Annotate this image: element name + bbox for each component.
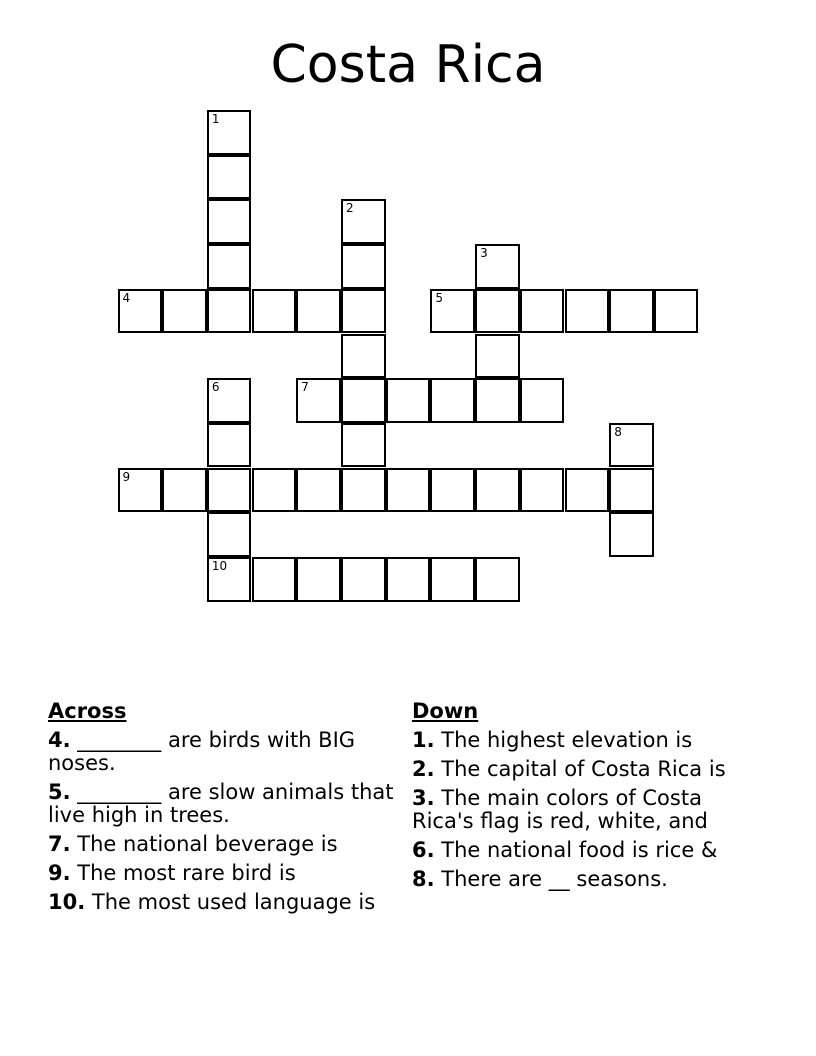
down-clue [412,729,762,752]
grid-cell[interactable] [252,557,297,602]
grid-cell[interactable] [520,289,565,334]
grid-cell[interactable] [296,557,341,602]
cell-number: 4 [122,290,131,305]
grid-cell[interactable] [207,110,252,155]
across-clues [48,700,398,920]
down-clue [412,868,762,891]
grid-cell[interactable] [207,289,252,334]
clue-text: The highest elevation is [434,728,693,752]
grid-cell[interactable] [520,378,565,423]
grid-cell[interactable] [475,468,520,513]
grid-cell[interactable] [430,468,475,513]
across-clue [48,729,398,775]
grid-cell[interactable] [252,289,297,334]
clue-text: The national beverage is [70,832,338,856]
clue-text: The national food is rice & [434,838,718,862]
grid-cell[interactable] [609,468,654,513]
clue-number: 7. [48,832,71,856]
down-clue [412,758,762,781]
grid-cell[interactable] [207,378,252,423]
grid-cell[interactable] [162,289,207,334]
cell-number: 7 [301,380,309,395]
grid-cell[interactable] [341,334,386,379]
clue-number: 1. [412,728,435,752]
grid-cell[interactable] [654,289,699,334]
across-clue [48,781,398,827]
grid-cell[interactable] [341,244,386,289]
grid-cell[interactable] [565,289,610,334]
clue-number: 3. [412,786,435,810]
grid-cell[interactable] [296,289,341,334]
down-heading: Down [412,699,479,723]
grid-cell[interactable] [296,468,341,513]
down-clues [412,700,762,897]
cell-number: 1 [211,112,220,126]
grid-cell[interactable] [520,468,565,513]
grid-cell[interactable] [296,378,341,423]
grid-cell[interactable] [341,199,386,244]
cell-number: 6 [211,380,220,395]
grid-cell[interactable] [162,468,207,513]
down-clue [412,839,762,862]
cell-number: 2 [346,201,354,216]
grid-cell[interactable] [430,557,475,602]
grid-cell[interactable] [341,289,386,334]
cell-number: 9 [122,469,131,484]
grid-cell[interactable] [565,468,610,513]
grid-cell[interactable] [341,557,386,602]
grid-cell[interactable] [475,289,520,334]
clue-number: 10. [48,890,86,914]
grid-cell[interactable] [430,289,475,334]
grid-cell[interactable] [207,155,252,200]
grid-cell[interactable] [475,557,520,602]
clue-text: There are __ seasons. [434,867,668,891]
grid-cell[interactable] [430,378,475,423]
grid-cell[interactable] [609,512,654,557]
clue-text: The main colors of Costa Rica's flag is red, white, and [412,786,708,833]
clue-text: ________ are birds with BIG noses. [48,728,356,775]
grid-cell[interactable] [386,557,431,602]
across-clue [48,833,398,856]
clue-number: 6. [412,838,435,862]
clue-number: 8. [412,867,435,891]
cell-number: 3 [480,246,488,261]
clue-number: 2. [412,757,435,781]
grid-cell[interactable] [475,244,520,289]
clue-text: The most rare bird is [70,861,296,885]
cell-number: 10 [211,559,228,573]
across-clue [48,891,398,914]
clue-number: 4. [48,728,71,752]
grid-cell[interactable] [341,423,386,468]
grid-cell[interactable] [207,423,252,468]
grid-cell[interactable] [386,468,431,513]
page-title: Costa Rica [270,35,546,95]
across-clue [48,862,398,885]
cell-number: 5 [435,290,444,305]
grid-cell[interactable] [207,244,252,289]
grid-cell[interactable] [475,334,520,379]
grid-cell[interactable] [475,378,520,423]
across-heading: Across [48,699,127,723]
grid-cell[interactable] [207,468,252,513]
clue-text: The most used language is [85,890,376,914]
clue-text: The capital of Costa Rica is [434,757,726,781]
grid-cell[interactable] [341,378,386,423]
grid-cell[interactable] [118,289,163,334]
grid-cell[interactable] [252,468,297,513]
grid-cell[interactable] [609,289,654,334]
grid-cell[interactable] [609,423,654,468]
grid-cell[interactable] [207,199,252,244]
grid-cell[interactable] [207,557,252,602]
grid-cell[interactable] [118,468,163,513]
clue-number: 5. [48,780,71,804]
clue-number: 9. [48,861,71,885]
clue-text: ________ are slow animals that live high in trees. [48,780,394,827]
grid-cell[interactable] [207,512,252,557]
down-clue [412,787,762,833]
grid-cell[interactable] [341,468,386,513]
cell-number: 8 [614,424,622,439]
grid-cell[interactable] [386,378,431,423]
